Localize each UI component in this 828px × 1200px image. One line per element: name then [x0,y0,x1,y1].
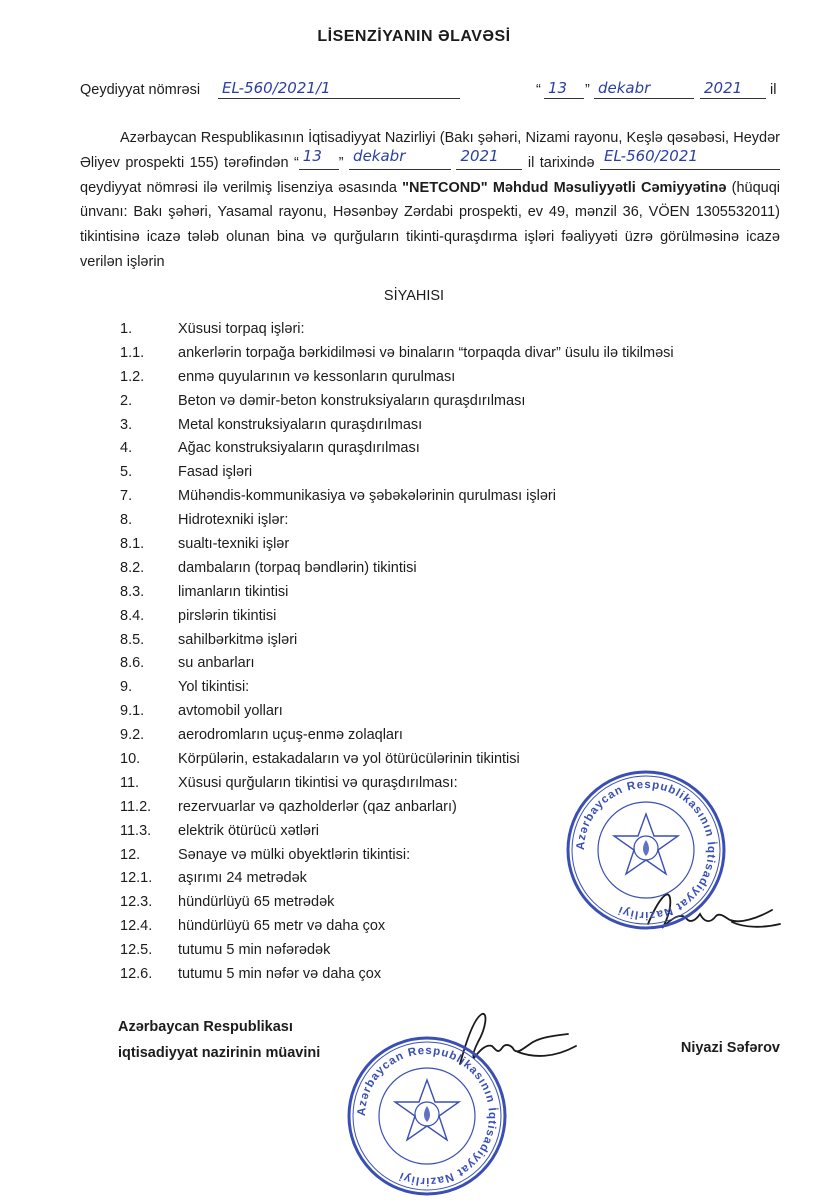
signatory-line-1: Azərbaycan Respublikası [118,1019,293,1035]
list-item-number: 9.1. [120,703,145,720]
signatory-name: Niyazi Səfərov [680,1040,780,1056]
list-item-text: Ağac konstruksiyaların quraşdırılması [178,440,420,457]
list-item [120,607,680,631]
list-item-text: limanların tikintisi [178,583,289,600]
list-item [120,487,680,511]
list-item-number: 8.5. [120,631,145,648]
list-item [120,439,680,463]
list-item-number: 12.3. [120,894,153,911]
list-item-number: 8.4. [120,607,145,624]
signatory-title [118,1014,320,1066]
list-item-text: Körpülərin, estakadaların və yol ötürücülərinin tikintisi [178,751,520,768]
list-item-text: Metal konstruksiyaların quraşdırılması [178,416,423,433]
list-item-number: 1. [120,321,133,337]
list-item-text: sualtı-texniki işlər [178,536,290,553]
registration-suffix: il [770,82,777,98]
list-item-number: 11.2. [120,798,152,815]
list-item-number: 9.2. [120,727,145,744]
list-item-number: 12. [120,846,141,863]
list-item-text: aşırımı 24 metrədək [178,870,307,887]
paragraph-license-text: qeydiyyat nömrəsi ilə verilmiş lisenziya əsasında [80,179,397,196]
list-item-number: 8.6. [120,655,145,672]
list-item-number: 5. [120,464,133,481]
list-item-number: 12.5. [120,942,153,959]
list-item [120,965,680,989]
list-item-number: 4. [120,440,133,457]
paragraph-year: 2021 [460,147,499,165]
list-item-text: Fasad işləri [178,464,253,481]
list-item-text: tutumu 5 min nəfər və daha çox [178,966,382,983]
paragraph-year-field [456,147,522,170]
list-item-number: 8. [120,512,133,529]
list-item-text: sahilbərkitmə işləri [178,631,298,648]
list-title: SİYAHISI [383,288,445,304]
list-item-number: 8.3. [120,583,145,600]
paragraph-address: (hüquqi ünvanı: Bakı şəhəri, Yasamal rayonu, Həsənbəy Zərdabi prospekti, ev 49, mənzil 36, VÖEN 1305532011) tikintisinə icazə tələb olunan bina və qurğuların tikinti-quraşdırma işləri fəaliyyəti üzrə görülməsinə icazə verilən işlərin [80,179,781,270]
list-item [120,535,680,559]
list-item-number: 11. [120,774,140,791]
stamp-text-bottom: Azərbaycan Respublikasının İqtisadiyyat Nazirliyi [355,1044,499,1188]
list-item [120,702,680,726]
list-item-text: hündürlüyü 65 metrədək [178,894,335,911]
list-item [120,559,680,583]
registration-line: Qeydiyyat nömrəsi EL-560/2021/1 “ 13 ” dekabr 2021 il [80,79,777,98]
list-item-number: 7. [120,488,133,505]
list-item [120,941,680,965]
list-item-number: 12.6. [120,966,153,983]
list-item-text: Sənaye və mülki obyektlərin tikintisi: [178,846,411,863]
company-name: "NETCOND" Məhdud Məsuliyyətli Cəmiyyətinə [402,179,727,196]
official-stamp-right [562,766,730,934]
paragraph-license-number: EL-560/2021 [603,147,698,165]
list-item [120,320,680,344]
registration-year: 2021 [704,79,743,97]
list-item-text: hündürlüyü 65 metr və daha çox [178,918,386,935]
paragraph-day-field [299,147,339,170]
list-item-text: ankerlərin torpağa bərkidilməsi və binaların “torpaqda divar” üsulu ilə tikilməsi [178,344,674,361]
paragraph-license-field [600,147,780,170]
list-item-number: 10. [120,751,141,768]
list-item [120,678,680,702]
list-item-text: Xüsusi qurğuların tikintisi və quraşdırılması: [178,774,458,791]
official-stamp-bottom [342,1032,512,1200]
document-title: LİSENZİYANIN ƏLAVƏSİ [317,28,511,45]
paragraph-date-suffix: il tarixində [527,154,595,171]
stamp-text-right: Azərbaycan Respublikasının İqtisadiyyat Nazirliyi [574,778,718,922]
list-item-text: avtomobil yolları [178,703,283,720]
list-item-text: tutumu 5 min nəfərədək [178,942,331,959]
list-item-number: 1.1. [120,344,145,361]
list-item-text: Yol tikintisi: [178,679,250,696]
registration-day: 13 [548,79,568,97]
list-item-text: Beton və dəmir-beton konstruksiyaların quraşdırılması [178,392,526,409]
list-item-number: 8.2. [120,559,145,576]
list-item-number: 11.3. [120,822,152,839]
list-item-text: rezervuarlar və qazholderlər (qaz anbarları) [178,798,457,815]
list-item-text: su anbarları [178,655,255,672]
list-item-number: 8.1. [120,536,145,553]
list-item-text: Hidrotexniki işlər: [178,512,289,529]
list-item [120,416,680,440]
list-item [120,392,680,416]
list-item-text: Mühəndis-kommunikasiya və şəbəkələrinin qurulması işləri [178,488,556,505]
list-item-number: 12.4. [120,918,153,935]
list-item-text: dambaların (torpaq bəndlərin) tikintisi [178,559,417,576]
list-item [120,583,680,607]
paragraph-intro: Azərbaycan Respublikasının İqtisadiyyat Nazirliyi (Bakı şəhəri, Nizami rayonu, Keşlə qəsəbəsi, Heydər Əliyev prospekti 155) tərəfindən “ [80,130,780,171]
list-item [120,726,680,750]
list-item [120,368,680,392]
registration-month-field [594,78,694,99]
registration-month: dekabr [598,79,651,97]
list-item [120,631,680,655]
list-item-text: aerodromların uçuş-enmə zolaqları [178,727,403,744]
list-item [120,654,680,678]
paragraph-month: dekabr [353,147,406,165]
list-item-number: 2. [120,392,133,409]
list-item [120,511,680,535]
registration-label: Qeydiyyat nömrəsi [80,82,201,98]
list-item-number: 1.2. [120,368,145,385]
main-paragraph: Azərbaycan Respublikasının İqtisadiyyat Nazirliyi (Bakı şəhəri, Nizami rayonu, Keşlə qəsəbəsi, Heydər Əliyev prospekti 155) tərəfindən “ 13 ” dekabr 2021 il tarixində EL-560/2021 qeydiyyat nömrəsi ilə verilmiş lisenziya əsasında "NETCOND" Məhdud Məsuliyyətli Cəmiyyətinə (hüquqi ünvanı: Bakı şəhəri, Yasamal rayonu, Həsənbəy Zərdabi prospekti, ev 49, mənzil 36, VÖEN 1305532011) tikintisinə icazə tələb olunan bina və qurğuların tikinti-quraşdırma işləri fəaliyyəti üzrə görülməsinə icazə verilən işlərin [80,130,781,270]
list-item [120,344,680,368]
registration-number-field [218,78,460,99]
list-item [120,463,680,487]
list-item-text: enmə quyularının və kessonların qurulması [178,368,456,385]
registration-year-field [700,78,766,99]
list-item-number: 9. [120,679,133,696]
registration-number: EL-560/2021/1 [222,79,331,97]
paragraph-month-field [349,147,451,170]
paragraph-day: 13 [302,147,322,165]
list-item-text: pirslərin tikintisi [178,607,277,624]
list-item-text: elektrik ötürücü xətləri [178,822,320,839]
signatory-line-2: iqtisadiyyat nazirinin müavini [118,1045,321,1061]
registration-day-field [544,78,584,99]
list-item-number: 12.1. [120,870,153,887]
list-item-number: 3. [120,416,133,433]
list-item-text: Xüsusi torpaq işləri: [178,321,305,337]
